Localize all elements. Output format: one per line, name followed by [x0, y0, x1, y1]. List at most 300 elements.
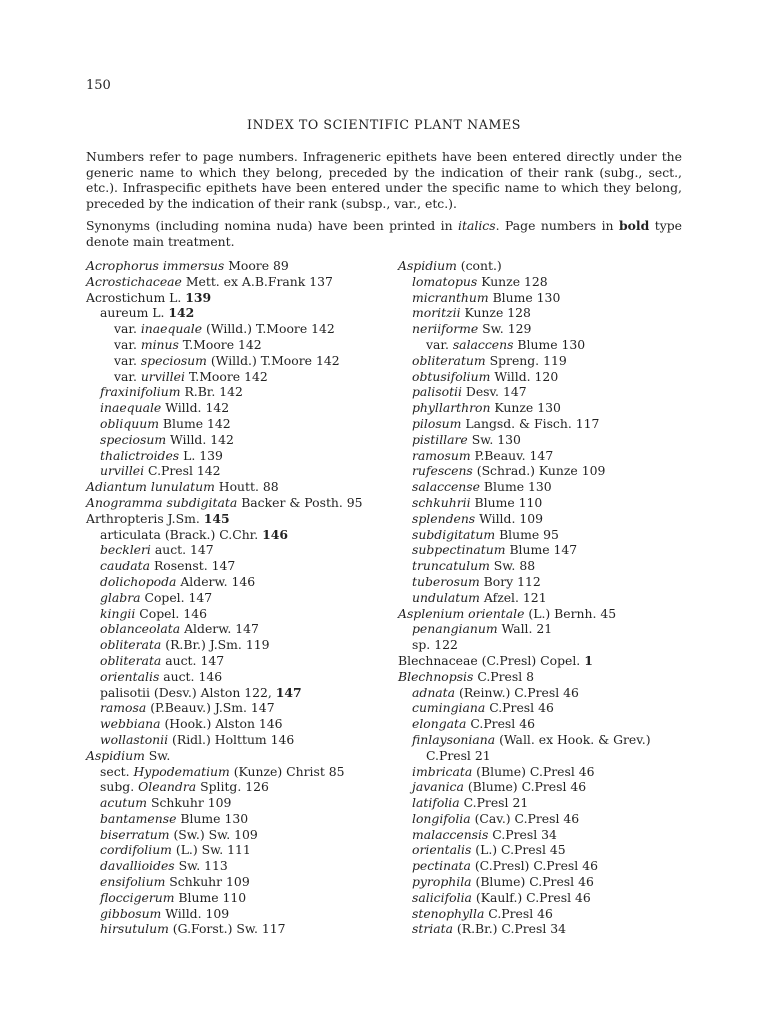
author-citation: Schkuhr	[147, 795, 204, 811]
author-citation: P.Beauv.	[470, 447, 526, 463]
page-reference: 109	[519, 510, 543, 526]
index-entry	[398, 574, 698, 590]
author-citation: Willd.	[475, 510, 516, 526]
index-entry	[398, 479, 698, 495]
index-entry	[86, 337, 386, 353]
taxon-name: Adiantum lunulatum	[86, 479, 215, 495]
page-reference: 45	[549, 842, 566, 858]
taxon-name: davallioides	[100, 858, 175, 874]
author-citation: Blume	[176, 810, 221, 826]
index-entry	[398, 369, 698, 385]
page-reference: 113	[204, 858, 228, 874]
taxon-name: beckleri	[100, 542, 151, 558]
taxon-name: ramosa	[100, 700, 147, 716]
index-entry	[86, 874, 386, 890]
taxon-name: obliquum	[100, 415, 159, 431]
page-reference: 119	[245, 637, 270, 653]
index-column-left	[86, 258, 386, 937]
author-citation: Sw.	[467, 431, 494, 447]
page-reference: 46	[563, 684, 579, 700]
rank-prefix: var.	[114, 352, 141, 368]
page-reference: 147	[529, 447, 554, 463]
index-entry	[398, 558, 698, 574]
author-citation: auct.	[161, 652, 197, 668]
index-entry	[86, 274, 386, 290]
page-reference: 46	[578, 763, 595, 779]
page-reference: 142	[210, 431, 234, 447]
author-citation: Kunze	[477, 273, 521, 289]
taxon-name: bantamense	[100, 810, 177, 826]
taxon-name: truncatulum	[412, 558, 490, 574]
page-title: INDEX TO SCIENTIFIC PLANT NAMES	[247, 117, 521, 132]
page-reference: 146	[270, 731, 295, 747]
index-entry	[86, 479, 386, 495]
taxon-name: cordifolium	[100, 842, 172, 858]
page-reference: 21	[536, 621, 553, 637]
index-entry	[86, 290, 386, 306]
author-citation: Sw.	[174, 858, 201, 874]
index-entry	[86, 716, 386, 732]
taxon-name: ramosum	[412, 447, 471, 463]
index-entry	[86, 448, 386, 464]
taxon-name: speciosum	[140, 352, 207, 368]
taxon-name: sp.	[412, 637, 431, 653]
author-citation: (Blume) C.Presl	[471, 874, 575, 890]
index-entry	[86, 795, 386, 811]
author-citation: (L.) C.Presl	[471, 842, 546, 858]
index-entry	[86, 732, 386, 748]
author-citation: (C.Presl) Copel.	[477, 652, 581, 668]
taxon-name: Arthropteris	[86, 510, 164, 526]
page-reference: 142	[207, 415, 231, 431]
page-reference: 46	[538, 700, 554, 716]
page-number: 150	[86, 78, 111, 93]
index-entry	[398, 337, 698, 353]
author-citation: auct.	[159, 668, 195, 684]
page-reference: 21	[474, 747, 491, 763]
index-entry	[398, 700, 698, 716]
index-entry	[398, 416, 698, 432]
author-citation: J.Sm.	[163, 510, 200, 526]
page-reference: 46	[575, 889, 591, 905]
taxon-name: finlaysoniana	[412, 731, 496, 747]
index-entry	[398, 353, 698, 369]
taxon-name: urvillei	[140, 368, 185, 384]
page-reference: 142	[196, 463, 221, 479]
page-reference: 88	[519, 558, 536, 574]
index-entry	[86, 653, 386, 669]
author-citation: Alderw.	[176, 573, 228, 589]
index-entry	[86, 527, 386, 543]
author-citation: Willd.	[166, 431, 207, 447]
index-entry	[398, 542, 698, 558]
page-reference: 117	[261, 921, 286, 937]
index-entry	[398, 432, 698, 448]
index-entry	[398, 716, 698, 732]
author-citation: T.Moore	[184, 368, 241, 384]
author-citation: T.Moore	[178, 336, 235, 352]
index-entry	[86, 842, 386, 858]
author-citation: (Kunze) Christ	[229, 763, 325, 779]
page-reference: 142	[205, 400, 230, 416]
page-reference: 46	[537, 905, 553, 921]
index-entry	[86, 621, 386, 637]
author-citation: Moore	[224, 258, 270, 273]
page-reference: 109	[226, 874, 250, 890]
index-entry	[86, 305, 386, 321]
taxon-name: urvillei	[100, 463, 145, 479]
taxon-name: caudata	[100, 558, 150, 574]
taxon-name: kingii	[100, 605, 136, 621]
author-citation: Blume	[470, 494, 515, 510]
taxon-name: undulatum	[412, 589, 480, 605]
intro-paragraph-1: Numbers refer to page numbers. Infrageneric epithets have been entered directly under the generic name to which they belong, preceded by the indication of their rank (subg., sect., etc.). Infraspecific epithets have been entered under the specific name to which they belong, preceded by the indication of their rank (subsp., var., etc.).	[86, 149, 682, 212]
author-citation: (Cav.) C.Presl	[470, 810, 560, 826]
author-citation: (Ridl.) Holttum	[168, 731, 267, 747]
page-reference: 89	[273, 258, 289, 273]
index-entry	[398, 874, 698, 890]
author-citation: (Sw.) Sw.	[169, 826, 231, 842]
author-citation: (Schrad.) Kunze	[472, 463, 578, 479]
taxon-name: striata	[412, 921, 453, 937]
author-citation: Schkuhr	[165, 874, 223, 890]
index-entry	[86, 811, 386, 827]
index-entry	[86, 700, 386, 716]
page-reference: 139	[185, 289, 212, 305]
index-entry	[86, 511, 386, 527]
author-citation: Blume	[174, 889, 219, 905]
index-entry	[398, 890, 698, 906]
index-entry	[398, 921, 698, 937]
taxon-name: gibbosum	[100, 905, 162, 921]
taxon-name: oblanceolata	[100, 621, 181, 637]
taxon-name: ensifolium	[100, 874, 166, 890]
intro-text: type denote main treatment.	[86, 218, 683, 249]
taxon-name: glabra	[100, 589, 141, 605]
rank-prefix: subg.	[100, 779, 139, 795]
page-reference: 109	[207, 795, 232, 811]
index-entry	[86, 669, 386, 685]
author-citation: Blume	[495, 526, 540, 542]
taxon-name: hirsutulum	[100, 921, 169, 937]
taxon-name: penangianum	[412, 621, 498, 637]
taxon-name: moritzii	[412, 305, 461, 321]
rank-prefix: sect.	[100, 763, 134, 779]
author-citation: Wall.	[497, 621, 533, 637]
index-entry	[398, 606, 698, 622]
rank-prefix: var.	[114, 321, 141, 337]
index-entry	[398, 748, 698, 764]
index-entry	[86, 590, 386, 606]
index-entry	[86, 685, 386, 701]
taxon-name: wollastonii	[100, 731, 169, 747]
taxon-name: subdigitatum	[412, 526, 496, 542]
taxon-name: Aspidium	[398, 258, 457, 273]
page-reference: 46	[582, 858, 598, 874]
index-entry	[398, 463, 698, 479]
taxon-name: inaequale	[140, 321, 203, 337]
index-entry	[398, 621, 698, 637]
taxon-name: Aspidium	[86, 747, 145, 763]
author-citation: Blume	[513, 336, 558, 352]
page-reference: 8	[526, 668, 535, 684]
index-entry	[398, 669, 698, 685]
taxon-name: Oleandra	[138, 779, 197, 795]
taxon-name: orientalis	[412, 842, 472, 858]
index-entry	[86, 574, 386, 590]
author-citation: C.Presl	[488, 826, 538, 842]
page-reference: 111	[227, 842, 251, 858]
taxon-name: lomatopus	[412, 273, 478, 289]
index-entry	[86, 921, 386, 937]
taxon-name: Blechnopsis	[398, 668, 474, 684]
author-citation: auct.	[150, 542, 187, 558]
taxon-name: phyllarthron	[412, 400, 491, 416]
page-reference: 128	[523, 273, 548, 289]
page-reference: 46	[563, 810, 580, 826]
author-citation: Blume	[488, 289, 533, 305]
author-citation: C.Presl	[426, 747, 471, 763]
taxon-name: stenophylla	[412, 905, 485, 921]
taxon-name: pyrophila	[412, 874, 472, 890]
taxon-name: salaccens	[452, 336, 514, 352]
index-entry	[86, 416, 386, 432]
taxon-name: articulata	[100, 526, 161, 542]
page-reference: 130	[561, 336, 586, 352]
page-reference: 142	[168, 305, 195, 321]
page-reference: 117	[575, 415, 600, 431]
index-entry	[398, 305, 698, 321]
index-entry	[398, 842, 698, 858]
author-citation: Splitg.	[196, 779, 242, 795]
page-reference: 45	[600, 605, 617, 621]
taxon-name: webbiana	[100, 716, 161, 732]
author-citation: Alderw.	[180, 621, 232, 637]
index-entry	[86, 906, 386, 922]
author-citation: (R.Br.) J.Sm.	[161, 637, 242, 653]
taxon-name: obliterata	[100, 637, 162, 653]
page-reference: 142	[219, 384, 243, 400]
page-reference: 129	[507, 321, 532, 337]
author-citation: Blume	[158, 415, 204, 431]
page-reference: 128	[507, 305, 531, 321]
page-reference: 122	[434, 637, 458, 653]
taxon-name: rufescens	[412, 463, 473, 479]
page-reference: 119	[543, 352, 567, 368]
taxon-name: obtusifolium	[412, 368, 491, 384]
author-citation: Backer & Posth.	[237, 494, 343, 510]
index-entry	[86, 463, 386, 479]
rank-prefix: var.	[114, 336, 141, 352]
taxon-name: dolichopoda	[100, 573, 177, 589]
taxon-name: micranthum	[412, 289, 489, 305]
page-reference: 147	[190, 542, 214, 558]
intro-italics-word: italics	[458, 218, 496, 233]
author-citation: Kunze	[460, 305, 504, 321]
taxon-name: Anogramma subdigitata	[86, 494, 238, 510]
page-reference: 109	[205, 905, 230, 921]
taxon-name: palisotii	[412, 384, 462, 400]
author-citation: (Blume) C.Presl	[472, 763, 575, 779]
page-reference: 147	[275, 684, 302, 700]
taxon-name: obliteratum	[412, 352, 486, 368]
author-citation: Kunze	[490, 400, 534, 416]
author-citation: Sw.	[489, 558, 516, 574]
page-reference: 130	[537, 400, 561, 416]
taxon-name: malaccensis	[412, 826, 489, 842]
taxon-name: floccigerum	[100, 889, 175, 905]
taxon-name: fraxinifolium	[100, 384, 181, 400]
page-reference: 110	[222, 889, 247, 905]
taxon-name: tuberosum	[412, 573, 480, 589]
taxon-name: elongata	[412, 716, 467, 732]
author-citation: L.	[165, 289, 182, 305]
author-citation: (L.) Bernh.	[524, 605, 597, 621]
taxon-name: minus	[140, 336, 179, 352]
index-entry	[398, 400, 698, 416]
index-entry	[86, 606, 386, 622]
taxon-name: inaequale	[100, 400, 162, 416]
page-reference: 21	[512, 795, 529, 811]
index-entry	[398, 258, 698, 274]
taxon-name: schkuhrii	[412, 494, 471, 510]
index-entry	[86, 321, 386, 337]
page-reference: 139	[199, 447, 223, 463]
taxon-name: Asplenium orientale	[398, 605, 525, 621]
author-citation: (Willd.) T.Moore	[202, 321, 308, 337]
page-reference: 146	[198, 668, 223, 684]
index-entry	[398, 764, 698, 780]
taxon-name: pilosum	[412, 415, 462, 431]
page-reference: 34	[550, 921, 567, 937]
page-reference: 137	[309, 273, 333, 289]
author-citation: C.Presl	[466, 716, 516, 732]
author-citation: C.Presl	[473, 668, 523, 684]
author-citation: L.	[148, 305, 165, 321]
author-citation: (R.Br.) C.Presl	[452, 921, 547, 937]
index-entry	[398, 637, 698, 653]
index-entry	[398, 732, 698, 748]
page-reference: 147	[553, 542, 578, 558]
page-reference: 130	[224, 810, 249, 826]
author-citation: (L.) Sw.	[171, 842, 224, 858]
page-reference: 130	[536, 289, 561, 305]
author-citation: Copel.	[135, 605, 180, 621]
author-citation: C.Presl	[144, 463, 193, 479]
taxon-name: adnata	[412, 684, 456, 700]
index-entry	[86, 353, 386, 369]
page-reference: 142	[315, 352, 340, 368]
page-reference: 147	[250, 700, 275, 716]
author-citation: C.Presl	[459, 795, 509, 811]
author-citation: (Brack.) C.Chr.	[160, 526, 259, 542]
index-entry	[398, 384, 698, 400]
taxon-name: palisotii	[100, 684, 150, 700]
index-entry	[398, 527, 698, 543]
author-citation: (Kaulf.) C.Presl	[471, 889, 572, 905]
taxon-name: biserratum	[100, 826, 170, 842]
author-citation: (Reinw.) C.Presl	[455, 684, 560, 700]
taxon-name: pistillare	[412, 431, 468, 447]
intro-paragraph-2	[86, 218, 682, 249]
page-reference: 126	[245, 779, 269, 795]
index-entry	[398, 274, 698, 290]
page-reference: 46	[578, 874, 594, 890]
index-entry	[398, 653, 698, 669]
author-citation: Sw.	[144, 747, 171, 763]
index-entry	[86, 384, 386, 400]
author-citation: Mett. ex A.B.Frank	[181, 273, 306, 289]
author-citation: Blume	[479, 479, 525, 495]
intro-text: Synonyms (including nomina nuda) have been printed in	[86, 218, 459, 233]
taxon-name: salicifolia	[412, 889, 472, 905]
author-citation: (Desv.) Alston 122,	[149, 684, 272, 700]
author-citation: Spreng.	[485, 352, 540, 368]
page-reference: 109	[234, 826, 258, 842]
index-entry	[86, 495, 386, 511]
page-reference: 1	[584, 652, 593, 668]
page-reference: 95	[543, 526, 559, 542]
index-entry	[398, 495, 698, 511]
index-entry	[86, 764, 386, 780]
author-citation: Willd.	[161, 905, 202, 921]
taxon-name: obliterata	[100, 652, 162, 668]
author-citation: (Blume) C.Presl	[463, 779, 567, 795]
author-citation: Copel.	[140, 589, 185, 605]
page-reference: 146	[258, 716, 283, 732]
author-citation: Afzel.	[479, 589, 519, 605]
index-entry	[86, 827, 386, 843]
taxon-name: Hypodematium	[133, 763, 230, 779]
taxon-name: orientalis	[100, 668, 160, 684]
index-entry	[398, 858, 698, 874]
taxon-name: Blechnaceae	[398, 652, 478, 668]
author-citation: (Wall. ex Hook. & Grev.)	[495, 731, 651, 747]
index-entry	[398, 511, 698, 527]
author-citation: (P.Beauv.) J.Sm.	[146, 700, 247, 716]
taxon-name: thalictroides	[100, 447, 180, 463]
page-reference: 110	[518, 494, 543, 510]
page-reference: 142	[244, 368, 268, 384]
page-reference: 120	[534, 368, 559, 384]
index-entry	[398, 590, 698, 606]
author-citation: Sw.	[478, 321, 504, 337]
rank-prefix: var.	[114, 368, 141, 384]
index-entry	[86, 858, 386, 874]
page-reference: 46	[519, 716, 535, 732]
entry-suffix: (cont.)	[456, 258, 502, 273]
author-citation: Houtt.	[214, 479, 259, 495]
intro-bold-word: bold	[619, 218, 650, 233]
author-citation: R.Br.	[180, 384, 216, 400]
page-reference: 109	[581, 463, 606, 479]
index-entry	[86, 637, 386, 653]
index-entry	[86, 558, 386, 574]
page-reference: 145	[203, 510, 230, 526]
index-entry	[86, 400, 386, 416]
page-reference: 95	[346, 494, 363, 510]
taxon-name: neriiforme	[412, 321, 479, 337]
index-entry	[398, 321, 698, 337]
taxon-name: salaccense	[412, 479, 480, 495]
index-entry	[398, 685, 698, 701]
author-citation: Blume	[505, 542, 550, 558]
taxon-name: Acrophorus immersus	[86, 258, 225, 273]
taxon-name: splendens	[412, 510, 476, 526]
taxon-name: Acrostichaceae	[86, 273, 182, 289]
author-citation: Rosenst.	[150, 558, 208, 574]
index-entry	[398, 795, 698, 811]
